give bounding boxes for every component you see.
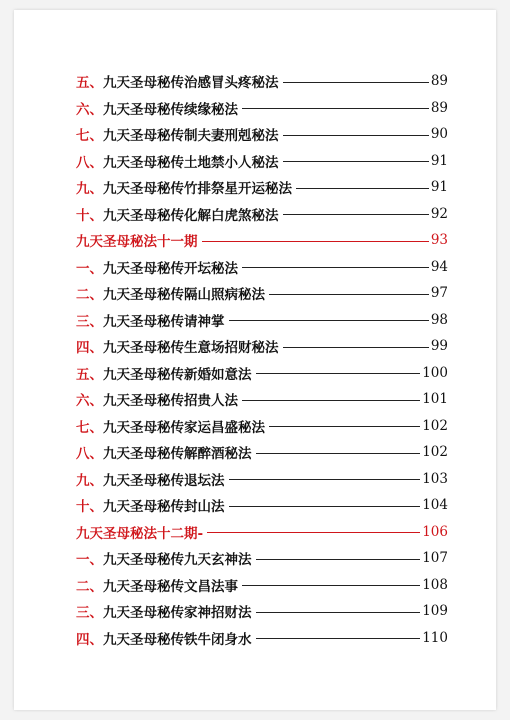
toc-entry-number: 一、 bbox=[76, 260, 103, 277]
toc-entry-title: 九天圣母秘传新婚如意法 bbox=[103, 366, 252, 383]
toc-leader-line bbox=[256, 638, 421, 639]
toc-entry-number: 三、 bbox=[76, 605, 103, 622]
toc-entry[interactable] bbox=[76, 545, 448, 572]
toc-leader-line bbox=[242, 585, 420, 586]
toc-entry[interactable] bbox=[76, 466, 448, 493]
toc-entry-title: 九天圣母秘传请神掌 bbox=[103, 313, 225, 330]
toc-entry-number: 十、 bbox=[76, 207, 103, 224]
toc-entry[interactable] bbox=[76, 307, 448, 334]
toc-entry-page: 102 bbox=[422, 417, 448, 434]
toc-entry-number: 五、 bbox=[76, 366, 103, 383]
toc-entry-page: 93 bbox=[430, 232, 448, 249]
toc-entry-number: 六、 bbox=[76, 393, 103, 410]
toc-entry[interactable] bbox=[76, 148, 448, 175]
toc-entry-page: 103 bbox=[422, 470, 448, 487]
toc-entry-page: 91 bbox=[430, 152, 448, 169]
toc-leader-line bbox=[256, 559, 421, 560]
toc-entry-title: 九天圣母秘传铁牛闭身水 bbox=[103, 631, 252, 648]
toc-leader-line bbox=[296, 188, 429, 189]
toc-entry-title: 九天圣母秘传解醉酒秘法 bbox=[103, 446, 252, 463]
toc-entry-title: 九天圣母秘传化解白虎煞秘法 bbox=[103, 207, 279, 224]
toc-entry-number: 八、 bbox=[76, 154, 103, 171]
toc-entry[interactable] bbox=[76, 95, 448, 122]
toc-entry-title: 九天圣母秘传家神招财法 bbox=[103, 605, 252, 622]
toc-entry-page: 97 bbox=[430, 285, 448, 302]
toc-entry-page: 92 bbox=[430, 205, 448, 222]
toc-entry-page: 109 bbox=[422, 603, 448, 620]
toc-entry-page: 89 bbox=[430, 73, 448, 90]
toc-entry-page: 94 bbox=[430, 258, 448, 275]
toc-entry-number: 三、 bbox=[76, 313, 103, 330]
toc-entry-page: 90 bbox=[430, 126, 448, 143]
toc-section-heading[interactable] bbox=[76, 519, 448, 546]
toc-leader-line bbox=[256, 373, 421, 374]
toc-leader-line bbox=[242, 267, 429, 268]
toc-leader-line bbox=[229, 320, 429, 321]
toc-section-title: 九天圣母秘法十一期 bbox=[76, 234, 198, 251]
toc-entry-number: 七、 bbox=[76, 419, 103, 436]
toc-entry-number: 四、 bbox=[76, 631, 103, 648]
toc-entry-number: 八、 bbox=[76, 446, 103, 463]
toc-entry[interactable] bbox=[76, 492, 448, 519]
toc-leader-line bbox=[283, 135, 429, 136]
toc-entry[interactable] bbox=[76, 386, 448, 413]
toc-entry-title: 九天圣母秘传续缘秘法 bbox=[103, 101, 238, 118]
toc-entry-page: 104 bbox=[422, 497, 448, 514]
toc-entry[interactable] bbox=[76, 598, 448, 625]
toc-entry-page: 100 bbox=[422, 364, 448, 381]
toc-entry[interactable] bbox=[76, 625, 448, 652]
toc-entry-page: 102 bbox=[422, 444, 448, 461]
toc-leader-line bbox=[202, 241, 429, 242]
table-of-contents bbox=[76, 68, 448, 651]
toc-entry-title: 九天圣母秘传隔山照病秘法 bbox=[103, 287, 265, 304]
toc-entry[interactable] bbox=[76, 68, 448, 95]
toc-entry[interactable] bbox=[76, 121, 448, 148]
toc-leader-line bbox=[207, 532, 420, 533]
toc-entry[interactable] bbox=[76, 360, 448, 387]
toc-entry[interactable] bbox=[76, 572, 448, 599]
toc-entry-title: 九天圣母秘传生意场招财秘法 bbox=[103, 340, 279, 357]
toc-entry-title: 九天圣母秘传退坛法 bbox=[103, 472, 225, 489]
toc-leader-line bbox=[242, 400, 420, 401]
toc-entry[interactable] bbox=[76, 174, 448, 201]
toc-entry[interactable] bbox=[76, 413, 448, 440]
toc-entry-title: 九天圣母秘传封山法 bbox=[103, 499, 225, 516]
toc-section-title: 九天圣母秘法十二期- bbox=[76, 525, 204, 542]
toc-entry-page: 107 bbox=[422, 550, 448, 567]
toc-leader-line bbox=[256, 612, 421, 613]
toc-leader-line bbox=[269, 426, 420, 427]
toc-entry-page: 98 bbox=[430, 311, 448, 328]
toc-section-heading[interactable] bbox=[76, 227, 448, 254]
toc-entry-number: 七、 bbox=[76, 128, 103, 145]
toc-entry-page: 89 bbox=[430, 99, 448, 116]
toc-entry-title: 九天圣母秘传文昌法事 bbox=[103, 578, 238, 595]
toc-entry-number: 六、 bbox=[76, 101, 103, 118]
toc-entry-number: 二、 bbox=[76, 287, 103, 304]
toc-entry-title: 九天圣母秘传招贵人法 bbox=[103, 393, 238, 410]
toc-entry-number: 二、 bbox=[76, 578, 103, 595]
toc-leader-line bbox=[269, 294, 429, 295]
toc-entry-number: 九、 bbox=[76, 181, 103, 198]
toc-entry-title: 九天圣母秘传竹排祭星开运秘法 bbox=[103, 181, 292, 198]
toc-leader-line bbox=[283, 82, 429, 83]
toc-entry-page: 110 bbox=[422, 629, 448, 646]
toc-entry[interactable] bbox=[76, 254, 448, 281]
toc-leader-line bbox=[229, 506, 421, 507]
toc-entry-title: 九天圣母秘传制夫妻刑剋秘法 bbox=[103, 128, 279, 145]
toc-entry-number: 十、 bbox=[76, 499, 103, 516]
toc-entry[interactable] bbox=[76, 333, 448, 360]
toc-entry-page: 106 bbox=[422, 523, 448, 540]
toc-entry-title: 九天圣母秘传开坛秘法 bbox=[103, 260, 238, 277]
toc-leader-line bbox=[283, 214, 429, 215]
toc-entry-number: 四、 bbox=[76, 340, 103, 357]
toc-entry-title: 九天圣母秘传治感冒头疼秘法 bbox=[103, 75, 279, 92]
toc-entry-page: 91 bbox=[430, 179, 448, 196]
toc-leader-line bbox=[283, 347, 429, 348]
toc-entry-page: 101 bbox=[422, 391, 448, 408]
toc-entry[interactable] bbox=[76, 439, 448, 466]
document-page bbox=[14, 10, 496, 710]
toc-entry-page: 108 bbox=[422, 576, 448, 593]
toc-entry-title: 九天圣母秘传家运昌盛秘法 bbox=[103, 419, 265, 436]
toc-entry-number: 九、 bbox=[76, 472, 103, 489]
toc-leader-line bbox=[283, 161, 429, 162]
toc-entry-page: 99 bbox=[430, 338, 448, 355]
toc-leader-line bbox=[229, 479, 421, 480]
toc-entry[interactable] bbox=[76, 280, 448, 307]
toc-leader-line bbox=[256, 453, 421, 454]
toc-leader-line bbox=[242, 108, 429, 109]
toc-entry[interactable] bbox=[76, 201, 448, 228]
toc-entry-title: 九天圣母秘传土地禁小人秘法 bbox=[103, 154, 279, 171]
toc-entry-number: 一、 bbox=[76, 552, 103, 569]
toc-entry-number: 五、 bbox=[76, 75, 103, 92]
toc-entry-title: 九天圣母秘传九天玄神法 bbox=[103, 552, 252, 569]
